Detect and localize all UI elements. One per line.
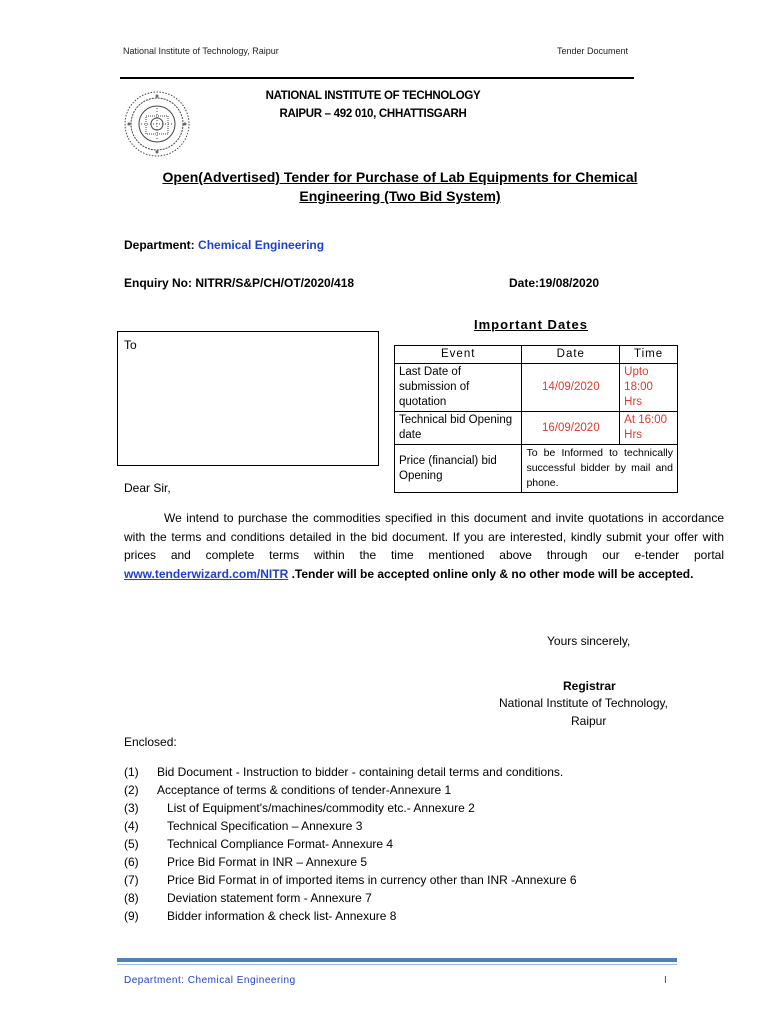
institute-seal-logo — [118, 88, 196, 160]
enclosed-label: Enclosed: — [124, 735, 177, 749]
signatory-org: National Institute of Technology, — [499, 696, 668, 710]
note-cell: To be Informed to technically successful bidder by mail and phone. — [522, 445, 678, 493]
footer-rule — [117, 958, 677, 962]
list-item-number: (1) — [124, 765, 139, 779]
time-cell: At 16:00 Hrs — [620, 412, 678, 445]
list-item: Bid Document - Instruction to bidder - containing detail terms and conditions. — [157, 765, 564, 779]
salutation: Dear Sir, — [124, 481, 171, 495]
event-cell: Price (financial) bid Opening — [395, 445, 522, 493]
date-cell: 14/09/2020 — [522, 364, 620, 412]
column-header-time: Time — [620, 346, 678, 364]
time-cell: Upto 18:00 Hrs — [620, 364, 678, 412]
column-header-event: Event — [395, 346, 522, 364]
list-item-number: (8) — [124, 891, 139, 905]
list-item: Deviation statement form - Annexure 7 — [167, 891, 372, 905]
important-dates-table — [394, 345, 678, 493]
tender-portal-link[interactable]: www.tenderwizard.com/NITR — [124, 566, 289, 581]
date-cell: 16/09/2020 — [522, 412, 620, 445]
table-header-row — [395, 346, 678, 364]
department-value: Chemical Engineering — [198, 238, 325, 252]
body-text: We intend to purchase the commodities specified in this document and invite quotations in accordance with the terms and conditions detailed in the bid document. If you are interested, kindly submit your offer with prices and complete terms within the time mentioned above through our e-tender portal — [124, 511, 724, 562]
list-item-number: (7) — [124, 873, 139, 887]
list-item-number: (4) — [124, 819, 139, 833]
list-item: Price Bid Format in INR – Annexure 5 — [167, 855, 368, 869]
tender-title-line2: Engineering (Two Bid System) — [299, 188, 501, 204]
body-closing: .Tender will be accepted online only & no other mode will be accepted. — [291, 566, 694, 581]
institute-address: RAIPUR – 492 010, CHHATTISGARH — [279, 108, 467, 120]
enquiry-date: Date:19/08/2020 — [509, 276, 600, 290]
list-item: List of Equipment's/machines/commodity etc.- Annexure 2 — [167, 801, 475, 815]
footer-department: Department: Chemical Engineering — [124, 975, 296, 986]
list-item: Bidder information & check list- Annexure 8 — [167, 909, 397, 923]
body-paragraph — [124, 509, 724, 583]
to-label: To — [124, 338, 137, 352]
tender-title-line1: Open(Advertised) Tender for Purchase of Lab Equipments for Chemical — [162, 169, 638, 185]
list-item-number: (3) — [124, 801, 139, 815]
page-number: I — [664, 975, 668, 986]
list-item-number: (5) — [124, 837, 139, 851]
list-item: Price Bid Format in of imported items in currency other than INR -Annexure 6 — [167, 873, 577, 887]
table-row — [395, 364, 678, 412]
important-dates-heading: Important Dates — [474, 317, 588, 332]
header-rule — [120, 77, 634, 79]
department-line — [124, 238, 324, 252]
institute-name: NATIONAL INSTITUTE OF TECHNOLOGY — [265, 90, 481, 102]
list-item: Technical Specification – Annexure 3 — [167, 819, 363, 833]
list-item: Technical Compliance Format- Annexure 4 — [167, 837, 394, 851]
list-item: Acceptance of terms & conditions of tender-Annexure 1 — [157, 783, 452, 797]
closing-phrase: Yours sincerely, — [547, 634, 631, 648]
signatory-city: Raipur — [571, 714, 607, 728]
signatory-title: Registrar — [563, 679, 616, 693]
column-header-date: Date — [522, 346, 620, 364]
table-row — [395, 445, 678, 493]
list-item-number: (6) — [124, 855, 139, 869]
page-header-right: Tender Document — [557, 46, 629, 56]
footer-rule-thin — [117, 964, 677, 965]
event-cell: Technical bid Opening date — [395, 412, 522, 445]
to-address-box — [117, 331, 379, 466]
enquiry-number: Enquiry No: NITRR/S&P/CH/OT/2020/418 — [124, 276, 355, 290]
list-item-number: (9) — [124, 909, 139, 923]
page-header-left: National Institute of Technology, Raipur — [123, 46, 279, 56]
list-item-number: (2) — [124, 783, 139, 797]
department-label: Department: — [124, 238, 195, 252]
event-cell: Last Date of submission of quotation — [395, 364, 522, 412]
table-row — [395, 412, 678, 445]
